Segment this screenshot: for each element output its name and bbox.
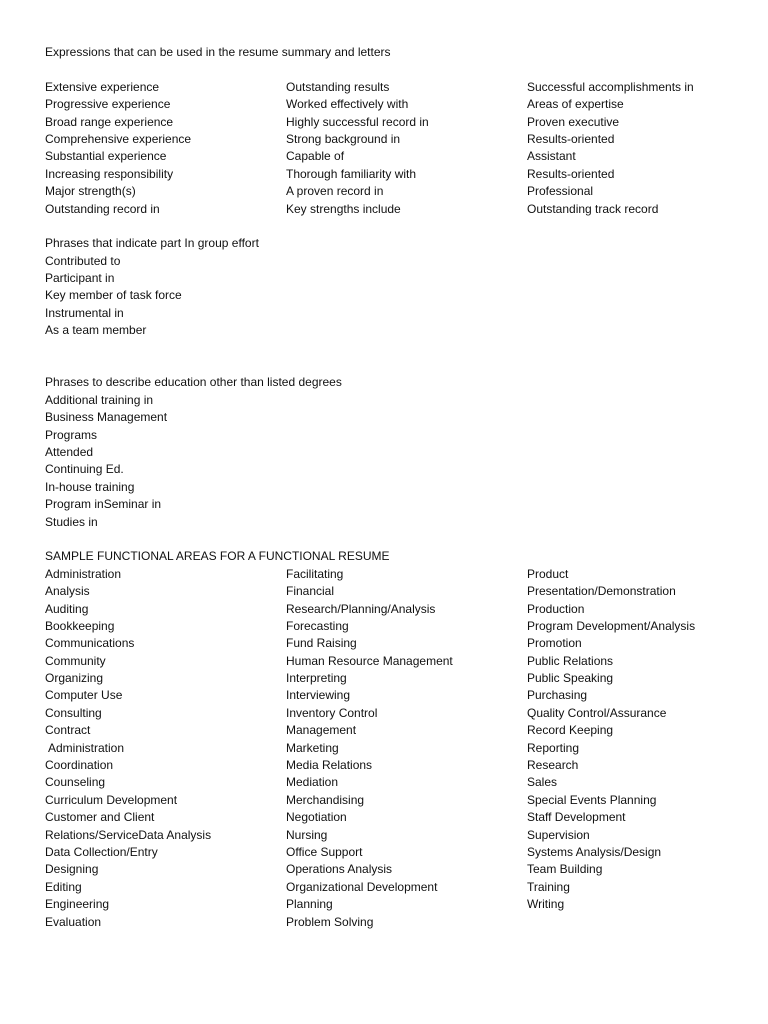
functional-area-item: Inventory Control xyxy=(286,705,378,720)
education-item: Program inSeminar in xyxy=(45,497,162,512)
functional-area-item: Purchasing xyxy=(527,688,588,703)
functional-areas-columns xyxy=(45,566,745,931)
functional-area-item: Research/Planning/Analysis xyxy=(286,601,436,616)
expression-item: Key strengths include xyxy=(286,201,401,216)
group-effort-item: Participant in xyxy=(45,271,115,286)
functional-area-item: Fund Raising xyxy=(286,636,357,651)
education-heading: Phrases to describe education other than listed degrees xyxy=(45,375,342,390)
functional-area-item: Merchandising xyxy=(286,792,365,807)
expression-item: Major strength(s) xyxy=(45,184,136,199)
functional-area-item: Organizational Development xyxy=(286,879,438,894)
expression-item: Successful accomplishments in xyxy=(527,79,694,94)
functional-area-item: Bookkeeping xyxy=(45,618,115,633)
functional-area-item: Production xyxy=(527,601,585,616)
expression-item: Highly successful record in xyxy=(286,114,429,129)
functional-area-item: Reporting xyxy=(527,740,580,755)
expression-item: Results-oriented xyxy=(527,166,615,181)
functional-area-item: Community xyxy=(45,653,106,668)
functional-area-item: Analysis xyxy=(45,584,90,599)
expressions-column-1 xyxy=(45,79,286,218)
functional-area-item: Data Collection/Entry xyxy=(45,844,158,859)
functional-area-item: Interpreting xyxy=(286,671,347,686)
group-effort-item: Key member of task force xyxy=(45,288,182,303)
expression-item: Capable of xyxy=(286,149,345,164)
functional-area-item: Evaluation xyxy=(45,914,102,929)
functional-area-item: Media Relations xyxy=(286,758,373,773)
functional-area-item: Quality Control/Assurance xyxy=(527,705,667,720)
functional-area-item: Consulting xyxy=(45,705,102,720)
functional-area-item: Marketing xyxy=(286,740,339,755)
functional-area-item: Administration xyxy=(48,740,125,755)
functional-area-item: Supervision xyxy=(527,827,590,842)
expression-item: Increasing responsibility xyxy=(45,166,174,181)
functional-area-item: Presentation/Demonstration xyxy=(527,584,676,599)
expression-item: Areas of expertise xyxy=(527,97,624,112)
functional-area-item: Engineering xyxy=(45,897,110,912)
functional-areas-column-3 xyxy=(527,566,745,931)
group-effort-item: As a team member xyxy=(45,323,147,338)
functional-area-item: Contract xyxy=(45,723,91,738)
functional-area-item: Forecasting xyxy=(286,618,349,633)
expressions-heading: Expressions that can be used in the resume summary and letters xyxy=(45,45,391,59)
expression-item: Broad range experience xyxy=(45,114,174,129)
expressions-column-2 xyxy=(286,79,527,218)
expression-item: Substantial experience xyxy=(45,149,167,164)
functional-areas-column-1 xyxy=(45,566,286,931)
expression-item: Assistant xyxy=(527,149,576,164)
functional-area-item: Office Support xyxy=(286,844,363,859)
functional-area-item: Designing xyxy=(45,862,99,877)
functional-area-item: Communications xyxy=(45,636,135,651)
education-item: Attended xyxy=(45,445,94,459)
document-page xyxy=(45,44,745,931)
expression-item: Outstanding record in xyxy=(45,201,160,216)
functional-area-item: Nursing xyxy=(286,827,328,842)
functional-area-item: Research xyxy=(527,758,579,773)
expression-item: Worked effectively with xyxy=(286,97,409,112)
functional-areas-column-2 xyxy=(286,566,527,931)
functional-area-item: Auditing xyxy=(45,601,89,616)
functional-area-item: Computer Use xyxy=(45,688,123,703)
spacer xyxy=(45,340,745,375)
expression-item: Outstanding results xyxy=(286,79,390,94)
functional-area-item: Writing xyxy=(527,897,565,912)
group-effort-item: Instrumental in xyxy=(45,305,124,320)
functional-area-item: Interviewing xyxy=(286,688,351,703)
functional-area-item: Relations/ServiceData Analysis xyxy=(45,827,212,842)
expression-item: Proven executive xyxy=(527,114,620,129)
functional-area-item: Counseling xyxy=(45,775,106,790)
expression-item: Strong background in xyxy=(286,131,401,146)
expression-item: Results-oriented xyxy=(527,131,615,146)
functional-area-item: Coordination xyxy=(45,758,114,773)
functional-area-item: Public Speaking xyxy=(527,671,614,686)
functional-area-item: Negotiation xyxy=(286,810,347,825)
expression-item: A proven record in xyxy=(286,184,384,199)
functional-area-item: Editing xyxy=(45,879,82,894)
expression-item: Thorough familiarity with xyxy=(286,166,417,181)
functional-area-item: Staff Development xyxy=(527,810,626,825)
functional-area-item: Training xyxy=(527,879,570,894)
functional-area-item: Public Relations xyxy=(527,653,614,668)
functional-area-item: Sales xyxy=(527,775,558,790)
functional-area-item: Organizing xyxy=(45,671,104,686)
functional-area-item: Problem Solving xyxy=(286,914,374,929)
group-effort-heading: Phrases that indicate part In group effort xyxy=(45,236,259,251)
expression-item: Progressive experience xyxy=(45,97,171,112)
functional-area-item: Customer and Client xyxy=(45,810,155,825)
spacer xyxy=(45,218,745,235)
functional-area-item: Financial xyxy=(286,584,335,599)
expression-item: Professional xyxy=(527,184,594,199)
functional-area-item: Planning xyxy=(286,897,333,912)
functional-area-item: Management xyxy=(286,723,357,738)
functional-areas-heading: SAMPLE FUNCTIONAL AREAS FOR A FUNCTIONAL RESUME xyxy=(45,549,390,564)
expression-item: Outstanding track record xyxy=(527,201,659,216)
functional-area-item: Team Building xyxy=(527,862,603,877)
education-item: Business Management xyxy=(45,410,168,425)
education-item: Additional training in xyxy=(45,392,154,407)
functional-area-item: Operations Analysis xyxy=(286,862,393,877)
education-item: In-house training xyxy=(45,479,135,494)
expressions-columns xyxy=(45,79,745,218)
expressions-column-3 xyxy=(527,79,745,218)
functional-area-item: Promotion xyxy=(527,636,582,651)
spacer xyxy=(45,531,745,548)
spacer xyxy=(45,61,745,78)
functional-area-item: Special Events Planning xyxy=(527,792,657,807)
functional-area-item: Human Resource Management xyxy=(286,653,453,668)
expression-item: Comprehensive experience xyxy=(45,131,192,146)
functional-area-item: Administration xyxy=(45,566,122,581)
functional-area-item: Mediation xyxy=(286,775,339,790)
education-item: Continuing Ed. xyxy=(45,462,124,477)
group-effort-item: Contributed to xyxy=(45,253,121,268)
functional-area-item: Curriculum Development xyxy=(45,792,178,807)
functional-area-item: Program Development/Analysis xyxy=(527,618,696,633)
expression-item: Extensive experience xyxy=(45,79,160,94)
functional-area-item: Record Keeping xyxy=(527,723,614,738)
education-item: Studies in xyxy=(45,514,98,529)
functional-area-item: Product xyxy=(527,566,569,581)
functional-area-item: Systems Analysis/Design xyxy=(527,844,662,859)
functional-area-item: Facilitating xyxy=(286,566,344,581)
education-item: Programs xyxy=(45,427,98,442)
